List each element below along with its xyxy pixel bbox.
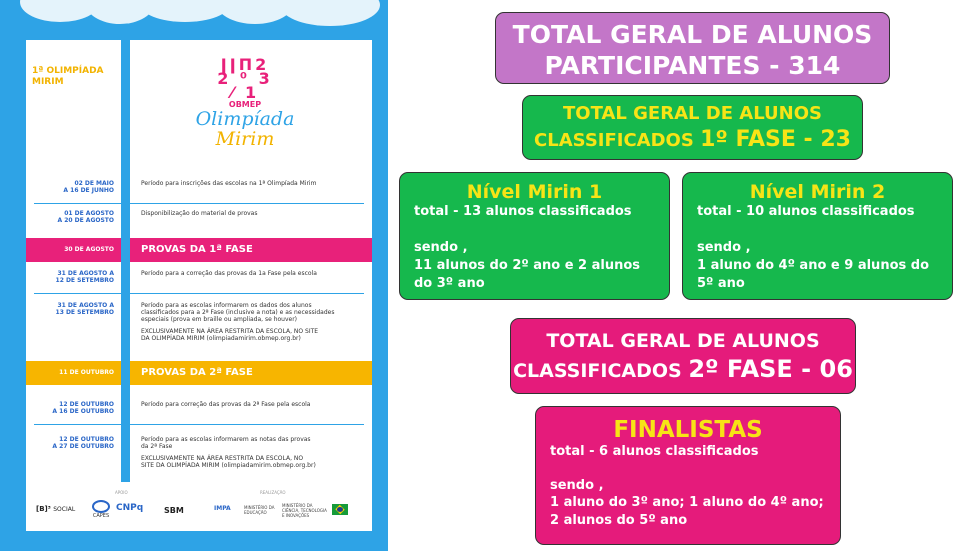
schedule-date: 31 DE AGOSTO A 13 DE SETEMBRO (55, 302, 114, 316)
timeline-divider (121, 238, 130, 262)
total-1fase-box: TOTAL GERAL DE ALUNOS CLASSIFICADOS 1º FASE - 23 (522, 95, 863, 160)
logo-ministerio-educacao: MINISTÉRIO DA EDUCAÇÃO (244, 505, 275, 515)
brazil-flag-icon (332, 504, 348, 515)
finalistas-box: FINALISTAS total - 6 alunos classificados sendo , 1 aluno do 3º ano; 1 aluno do 4º ano; 2 alunos do 5º ano (535, 406, 841, 545)
poster-side-title: 1ª OLIMPÍADA MIRIM (32, 66, 104, 87)
total-2fase-box: TOTAL GERAL DE ALUNOS CLASSIFICADOS 2º FASE - 06 (510, 318, 856, 394)
row-divider (34, 293, 364, 294)
schedule-date: 31 DE AGOSTO A 12 DE SETEMBRO (55, 270, 114, 284)
schedule-date: 12 DE OUTUBRO A 16 DE OUTUBRO (52, 401, 114, 415)
schedule-description: Disponibilização do material de provas (141, 210, 258, 217)
footer-apoio-label: APOIO (115, 490, 128, 495)
phase2-date: 11 DE OUTUBRO (59, 369, 114, 376)
logo-b3-social: [B]³ SOCIAL (36, 505, 76, 513)
logo-capes: CAPES (90, 500, 112, 519)
olimpiada-mirim-logo: ǀǀΠ2 2 ⁰ 3 ⁄ 1 OBMEP Olimpíada Mirim (195, 55, 295, 150)
schedule-description: Período para correção das provas da 2ª Fase pela escola (141, 401, 311, 408)
row-divider (34, 424, 364, 425)
schedule-date: 02 DE MAIO A 16 DE JUNHO (63, 180, 114, 194)
nivel-mirin-1-box: Nível Mirin 1 total - 13 alunos classificados sendo , 11 alunos do 2º ano e 2 alunos do 3º ano (399, 172, 670, 300)
schedule-date: 01 DE AGOSTO A 20 DE AGOSTO (57, 210, 114, 224)
logo-cnpq: CNPq (116, 503, 144, 513)
schedule-description: Período para a correção das provas da 1a Fase pela escola (141, 270, 317, 277)
schedule-description: Período para inscrições das escolas na 1ª Olimpíada Mirim (141, 180, 317, 187)
phase1-date: 30 DE AGOSTO (64, 246, 114, 253)
row-divider (34, 203, 364, 204)
total-participantes-box: TOTAL GERAL DE ALUNOS PARTICIPANTES - 314 (495, 12, 890, 84)
timeline-divider (121, 361, 130, 385)
logo-ministerio-ciencia: MINISTÉRIO DA CIÊNCIA, TECNOLOGIA E INOVAÇÕES (282, 503, 327, 518)
schedule-date: 12 DE OUTUBRO A 27 DE OUTUBRO (52, 436, 114, 450)
phase2-label: PROVAS DA 2ª FASE (141, 367, 253, 378)
schedule-description: Período para as escolas informarem os dados dos alunos classificados para a 2ª Fase (inclusive a nota) e as necessidades especiais (prova em braille ou ampliada, se houver) EXCLUSIVAMENTE NA ÁREA RESTRITA DA ESCOLA, NO SITE DA OLIMPÍADA MIRIM (olimpiadamirim.obmep.org.br) (141, 302, 335, 342)
schedule-description: Período para as escolas informarem as notas das provas da 2ª Fase EXCLUSIVAMENTE NA ÁREA RESTRITA DA ESCOLA, NO SITE DA OLIMPÍADA MIRIM (olimpiadamirim.obmep.org.br) (141, 436, 316, 469)
logo-impa: IMPA (214, 505, 231, 512)
nivel-mirin-2-box: Nível Mirin 2 total - 10 alunos classificados sendo , 1 aluno do 4º ano e 9 alunos do 5º ano (682, 172, 953, 300)
footer-realizacao-label: REALIZAÇÃO (260, 490, 286, 495)
logo-sbm: SBM (164, 506, 184, 515)
phase1-label: PROVAS DA 1ª FASE (141, 244, 253, 255)
